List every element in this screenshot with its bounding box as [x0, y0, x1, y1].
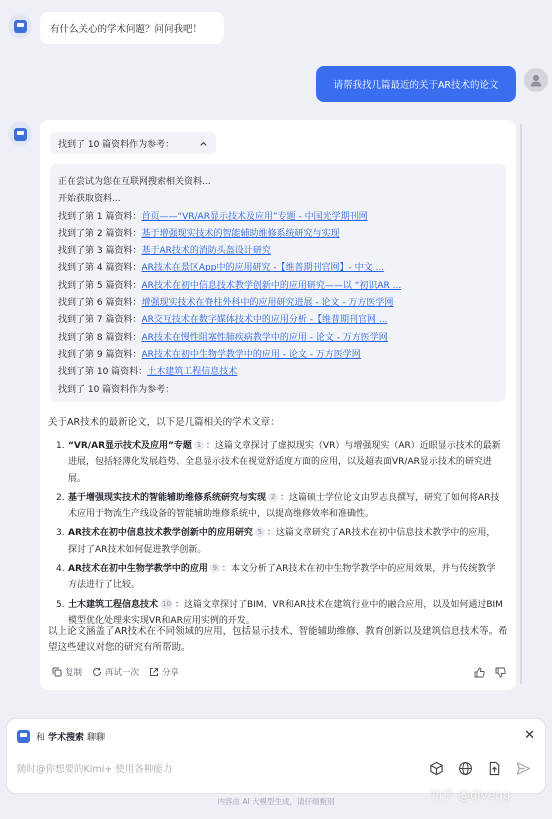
- answer-summary: 以上论文涵盖了AR技术在不同领域的应用，包括显示技术、智能辅助维修、教育创新以及建筑信息技术等。希望这些建议对您的研究有所帮助。: [48, 626, 508, 653]
- composer-tools: [415, 761, 531, 776]
- chevron-up-icon: [199, 139, 208, 148]
- answer-intro: 关于AR技术的最新论文，以下是几篇相关的学术文章：: [48, 417, 280, 428]
- cube-icon[interactable]: [429, 761, 444, 776]
- user-message: 请帮我找几篇最近的关于AR技术的论文: [316, 66, 516, 102]
- reference-item: [58, 243, 498, 260]
- agent-prefix: 和: [36, 732, 46, 743]
- chat-input[interactable]: [17, 759, 407, 779]
- paper-description: ：这篇文章探讨了BIM、VR和AR技术在建筑行业中的融合应用，以及如何通过BIM模型优化处理来实现VR和AR应用实例的开发。: [68, 599, 503, 626]
- reference-prefix: 找到了第 5 篇资料：: [58, 280, 142, 291]
- reference-link[interactable]: AR交互技术在数字媒体技术中的应用分析 -【维普期刊官网 ...: [141, 315, 388, 326]
- reference-link[interactable]: 首页——“VR/AR显示技术及应用”专题 - 中国光学期刊网: [141, 211, 368, 222]
- reference-item: [58, 278, 498, 295]
- reference-link[interactable]: 基于增强现实技术的智能辅助维修系统研究与实现: [141, 228, 340, 239]
- reference-item: [58, 364, 498, 381]
- paper-number: 4.: [56, 564, 65, 575]
- reference-link[interactable]: AR技术在初中信息技术教学创新中的应用研究——以 “初识AR ...: [141, 280, 402, 291]
- reference-link[interactable]: AR技术在景区App中的应用研究 -【维普期刊官网】- 中文 ...: [141, 263, 385, 274]
- references-toggle-label: 找到了 10 篇资料作为参考：: [58, 139, 175, 150]
- user-icon: [529, 73, 543, 87]
- refresh-icon: [92, 667, 102, 677]
- reference-link[interactable]: 土木建筑工程信息技术: [147, 367, 238, 378]
- paper-number: 2.: [56, 492, 65, 503]
- copy-label: 复制: [65, 668, 83, 678]
- academic-search-icon: [17, 730, 30, 743]
- paper-item: [56, 561, 504, 594]
- search-status-line: 开始获取资料...: [58, 194, 121, 205]
- paper-list: [56, 438, 504, 632]
- paper-number: 3.: [56, 528, 65, 539]
- reference-link[interactable]: AR技术在初中生物学教学中的应用 - 论文 - 万方医学网: [141, 349, 361, 360]
- retry-label: 再试一次: [105, 668, 140, 678]
- paper-title: 土木建筑工程信息技术: [68, 599, 159, 610]
- paper-title: AR技术在初中信息技术教学创新中的应用研究: [68, 528, 253, 539]
- search-status-line: 正在尝试为您在互联网搜索相关资料...: [58, 177, 211, 187]
- references-found-summary: 找到了 10 篇资料作为参考：: [58, 384, 175, 395]
- reference-link[interactable]: 基于AR技术的消防头盔设计研究: [141, 246, 271, 257]
- share-button[interactable]: [149, 666, 179, 678]
- reference-item: [58, 312, 498, 329]
- agent-name[interactable]: 学术搜索: [48, 732, 85, 743]
- citation-badge[interactable]: 5: [255, 527, 265, 537]
- assistant-answer: [40, 120, 516, 690]
- agent-bar: [17, 727, 537, 745]
- reference-prefix: 找到了第 8 篇资料：: [58, 332, 142, 343]
- paper-title: “VR/AR显示技术及应用”专题: [68, 441, 192, 451]
- paper-title: AR技术在初中生物学教学中的应用: [68, 564, 208, 575]
- kimi-avatar: [8, 14, 32, 38]
- retry-button[interactable]: [92, 666, 139, 678]
- thumbs-down-icon[interactable]: [495, 667, 506, 678]
- send-icon[interactable]: [516, 761, 531, 776]
- reference-prefix: 找到了第 3 篇资料：: [58, 246, 142, 257]
- citation-badge[interactable]: 1: [194, 440, 204, 450]
- paper-item: [56, 525, 504, 558]
- reference-link[interactable]: AR技术在慢性阻塞性肺疾病教学中的应用 - 论文 - 万方医学网: [141, 332, 388, 343]
- kimi-logo-icon: [14, 20, 27, 33]
- reference-prefix: 找到了第 10 篇资料：: [58, 367, 148, 378]
- globe-icon[interactable]: [458, 761, 473, 776]
- citation-badge[interactable]: 2: [268, 492, 278, 502]
- composer: [6, 718, 546, 794]
- reference-item: [58, 260, 498, 277]
- close-icon[interactable]: ✕: [524, 728, 535, 743]
- kimi-logo-icon: [14, 128, 27, 141]
- watermark: 知乎 @diveng: [430, 788, 511, 802]
- upload-file-icon[interactable]: [487, 761, 502, 776]
- reference-prefix: 找到了第 9 篇资料：: [58, 349, 142, 360]
- copy-icon: [52, 667, 62, 677]
- scrollbar[interactable]: [520, 124, 522, 684]
- user-avatar[interactable]: [524, 68, 548, 92]
- reference-prefix: 找到了第 2 篇资料：: [58, 228, 142, 239]
- kimi-avatar-answer: [8, 122, 32, 146]
- reference-item: [58, 347, 498, 364]
- paper-description: ：这篇文章研究了AR技术在初中信息技术教学中的应用，探讨了AR技术如何促进教学创新。: [68, 528, 496, 555]
- reference-prefix: 找到了第 6 篇资料：: [58, 298, 142, 309]
- references-toggle[interactable]: [50, 132, 216, 154]
- agent-suffix: 聊聊: [87, 732, 106, 743]
- citation-badge[interactable]: 9: [210, 563, 220, 573]
- paper-item: [56, 438, 504, 487]
- paper-description: ：本文分析了AR技术在初中生物学教学中的应用效果，并与传统教学方法进行了比较。: [68, 564, 496, 591]
- reference-item: [58, 226, 498, 243]
- assistant-greeting: 有什么关心的学术问题？问问我吧！: [40, 12, 224, 44]
- paper-number: 1.: [56, 441, 65, 451]
- reference-item: [58, 295, 498, 312]
- share-label: 分享: [162, 668, 180, 678]
- reference-item: [58, 209, 498, 226]
- paper-description: ：这篇硕士学位论文由罗志良撰写，研究了如何将AR技术应用于物流生产线设备的智能辅助维修系统中，以提高维修效率和准确性。: [68, 492, 500, 520]
- references-panel: [50, 164, 506, 402]
- paper-number: 5.: [56, 599, 65, 610]
- ai-disclaimer: 内容由 AI 大模型生成，请仔细甄别: [217, 797, 335, 806]
- reference-prefix: 找到了第 1 篇资料：: [58, 211, 142, 222]
- reference-item: [58, 330, 498, 347]
- share-icon: [149, 667, 159, 677]
- paper-title: 基于增强现实技术的智能辅助维修系统研究与实现: [68, 492, 267, 503]
- paper-item: [56, 490, 504, 523]
- reference-link[interactable]: 增强现实技术在脊柱外科中的应用研究进展 - 论文 - 万方医学网: [141, 298, 394, 309]
- paper-description: ：这篇文章探讨了虚拟现实（VR）与增强现实（AR）近眼显示技术的最新进展，包括轻薄化发展趋势、全息显示技术在视觉舒适度方面的应用，以及超表面VR/AR显示技术的研究进展。: [68, 441, 501, 484]
- copy-button[interactable]: [52, 666, 82, 678]
- thumbs-up-icon[interactable]: [474, 667, 485, 678]
- reference-prefix: 找到了第 4 篇资料：: [58, 263, 142, 274]
- answer-actions: [52, 666, 506, 678]
- citation-badge[interactable]: 10: [162, 599, 171, 608]
- reference-prefix: 找到了第 7 篇资料：: [58, 315, 142, 326]
